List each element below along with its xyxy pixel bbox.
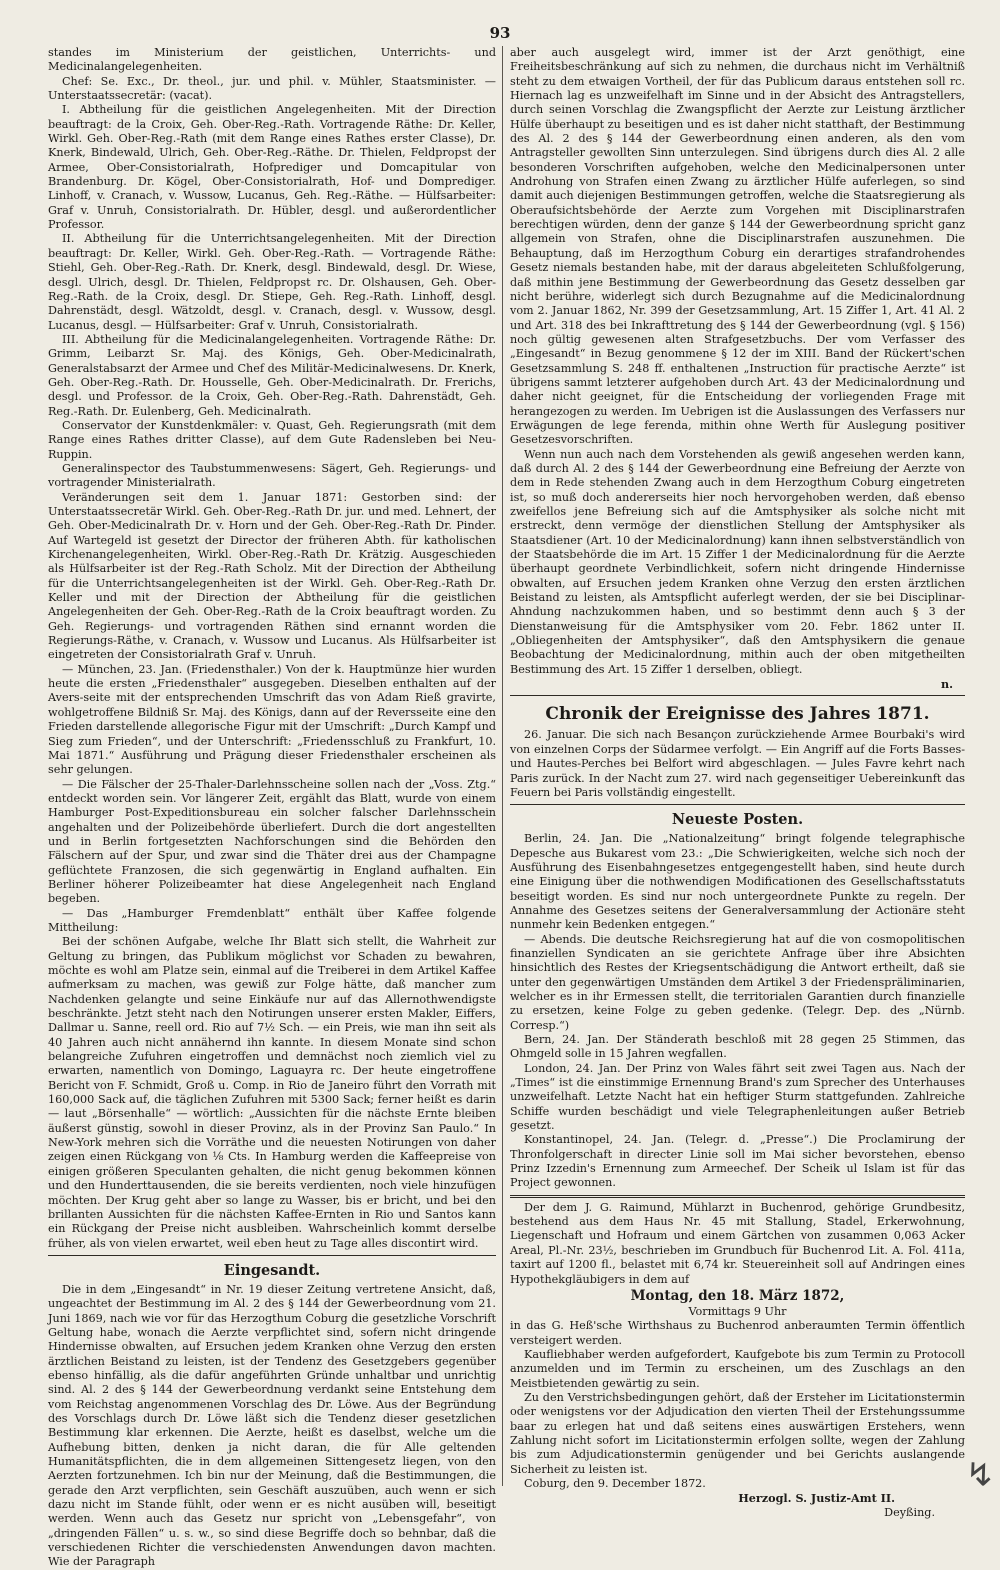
- article-paragraph: — Die Fälscher der 25-Thaler-Darlehnsscheine sollen nach der „Voss. Ztg.“ entdeckt worden sein. Vor längerer Zeit, ergählt das Blatt, wurde von einem Hamburger Post-Expeditionsbureau ein solcher falscher Darlehnsschein angehalten und der Polizeibehörde überliefert. Durch die dort angestellten und in Berlin fortgesetzten Nachforschungen sind die Behörden den Fälschern auf der Spur, und zwar sind die Thäter drei aus der Champagne geflüchtete Franzosen, die sich gegenwärtig in England aufhalten. Ein Berliner höherer Polizeibeamter hat diese Angelegenheit nach England begeben.: [48, 777, 496, 906]
- section-divider: [48, 1255, 496, 1256]
- article-paragraph: III. Abtheilung für die Medicinalangelegenheiten. Vortragende Räthe: Dr. Grimm, Leibarzt Sr. Maj. des Königs, Geh. Ober-Medicinalrath, Generalstabsarzt der Armee und Chef des Militär-Medicinalwesens. Dr. Knerk, Geh. Ober-Reg.-Rath. Dr. Housselle, Geh. Ober-Medicinalrath. Dr. Frerichs, desgl. und Professor. de la Croix, Geh. Ober-Reg.-Rath. Dahrenstädt, Geh. Reg.-Rath. Dr. Eulenberg, Geh. Medicinalrath.: [48, 332, 496, 418]
- section-divider: [510, 804, 965, 805]
- notice-signatory: Deyßing.: [884, 1505, 935, 1519]
- notice-time: Vormittags 9 Uhr: [688, 1304, 787, 1318]
- notice-paragraph: in das G. Heß'sche Wirthshaus zu Buchenrod anberaumten Termin öffentlich versteigert werden.: [510, 1319, 965, 1347]
- article-paragraph: Chef: Se. Exc., Dr. theol., jur. und phil. v. Mühler, Staatsminister. — Unterstaatssecretär: (vacat).: [48, 74, 496, 103]
- right-column: [510, 46, 965, 1519]
- article-paragraph: I. Abtheilung für die geistlichen Angelegenheiten. Mit der Direction beauftragt: de la Croix, Geh. Ober-Reg.-Rath. Vortragende Räthe: Dr. Keller, Wirkl. Geh. Ober-Reg.-Rath (mit dem Range eines Rathes erster Classe), Dr. Knerk, Bindewald, Ulrich, Geh. Ober-Reg.-Räthe. Dr. Thielen, Feldpropst der Armee, Ober-Consistorialrath, Hofprediger und Domcapitular von Brandenburg. Dr. Kögel, Ober-Consistorialrath, Hof- und Domprediger. Linhoff, v. Cranach, v. Wussow, Lucanus, Geh. Reg.-Räthe. — Hülfsarbeiter: Graf v. Unruh, Consistorialrath. Dr. Hübler, desgl. und außerordentlicher Professor.: [48, 103, 496, 232]
- section-divider: [510, 695, 965, 696]
- article-paragraph: Bei der schönen Aufgabe, welche Ihr Blatt sich stellt, die Wahrheit zur Geltung zu bringen, das Publikum möglichst vor Schaden zu bewahren, möchte es wohl am Platze sein, einmal auf die Treiberei in dem Artikel Kaffee aufmerksam zu machen, was gewiß zur Folge hätte, daß mancher zum Nachdenken gelangte und seine Einkäufe nur auf das Allernothwendigste beschränkte. Jetzt steht nach den Notirungen unserer ersten Makler, Eiffers, Dallmar u. Sanne, reell ord. Rio auf 7½ Sch. — ein Preis, wie man ihn seit als 40 Jahren auch nicht annähernd ihn kannte. In diesem Monate sind schon belangreiche Zufuhren eingetroffen und demnächst noch ziemlich viel zu erwarten, namentlich von Domingo, Laguayra rc. Der heute eingetroffene Bericht von F. Schmidt, Groß u. Comp. in Rio de Janeiro führt den Vorrath mit 160,000 Sack auf, die täglichen Zufuhren mit 5300 Sack; ferner heißt es darin — laut „Börsenhalle“ — wörtlich: „Aussichten für die nächste Ernte bleiben äußerst günstig, sowohl in dieser Provinz, als in der Provinz San Paulo.“ In New-York mehren sich die Vorräthe und die neuesten Notirungen von daher zeigen einen Rückgang von ⅛ Cts. In Hamburg werden die Kaffeepreise von einigen größeren Speculanten gehalten, die nicht genug bekommen können und den Hunderttausenden, die sie bereits verdienten, noch viele hinzufügen möchten. Der Krug geht aber so lange zu Wasser, bis er bricht, und bei den brillanten Aussichten für die nächsten Kaffee-Ernten in Rio und Santos kann ein Rückgang der Preise nicht ausbleiben. Wahrscheinlich kommt derselbe früher, als von vielen erwartet, weil eben heut zu Tage alles discontirt wird.: [48, 935, 496, 1250]
- notice-paragraph: Der dem J. G. Raimund, Mühlarzt in Buchenrod, gehörige Grundbesitz, bestehend aus dem Haus Nr. 45 mit Stallung, Stadel, Erkerwohnung, Liegenschaft und Hofraum und einem Gärtchen von zusammen 0,063 Acker Areal, Pl.-Nr. 23½, beschrieben im Grundbuch für Buchenrod Lit. A. Fol. 411a, taxirt auf 1200 fl., belastet mit 6,74 kr. Steuereinheit soll auf Andringen eines Hypothekgläubigers in dem auf: [510, 1200, 965, 1286]
- article-paragraph: Wenn nun auch nach dem Vorstehenden als gewiß angesehen werden kann, daß durch Al. 2 des § 144 der Gewerbeordnung eine Befreiung der Aerzte von dem in Rede stehenden Zwang auch in dem Herzogthum Coburg eingetreten ist, so muß doch andererseits hier noch hervorgehoben werden, daß ebenso zweifellos jene Befreiung sich auf die Amtsphysiker als solche nicht mit erstreckt, denn vermöge der dienstlichen Stellung der Amtsphysiker als Staatsdiener (Art. 10 der Medicinalordnung) kann ihnen selbstverständlich von der Staatsbehörde die im Art. 15 Ziffer 1 der Medicinalordnung für die Aerzte überhaupt geordnete Verbindlichkeit, sofern nicht dringende Hindernisse obwalten, auf Ersuchen jedem Kranken ohne Verzug den ersten ärztlichen Beistand zu leisten, als Amtspflicht auferlegt werden, der sie bei Disciplinar-Ahndung nachzukommen haben, und so bestimmt denn auch § 3 der Dienstanweisung für die Amtsphysiker vom 20. Febr. 1862 unter II. „Obliegenheiten der Amtsphysiker“, daß den Amtsphysikern die genaue Beobachtung der Medicinalordnung, mithin auch der oben mitgetheilten Bestimmung des Art. 15 Ziffer 1 derselben, obliegt.: [510, 447, 965, 676]
- notice-office: Herzogl. S. Justiz-Amt II.: [738, 1491, 895, 1506]
- notice-paragraph: Zu den Verstrichsbedingungen gehört, daß der Ersteher im Licitationstermin oder wenigstens vor der Adjudication den vierten Theil der Erstehungssumme baar zu erlegen hat und daß seitens eines auswärtigen Erstehers, wenn Zahlung nicht sofort im Licitationstermin erfolgen sollte, wegen der Zahlung bis zum Adjudicationstermin genügender und bei Gerichts auslangende Sicherheit zu leisten ist.: [510, 1390, 965, 1476]
- section-heading-chronik: Chronik der Ereignisse des Jahres 1871.: [545, 704, 930, 725]
- section-heading-neueste-posten: Neueste Posten.: [671, 811, 804, 829]
- notice-date: Montag, den 18. März 1872,: [630, 1287, 845, 1304]
- auction-notice: [510, 1201, 965, 1520]
- notice-paragraph: Kaufliebhaber werden aufgefordert, Kaufgebote bis zum Termin zu Protocoll anzumelden und im Termin zu erscheinen, um des Zuschlags an den Meistbietenden gewärtig zu sein.: [510, 1347, 965, 1390]
- article-paragraph: London, 24. Jan. Der Prinz von Wales fährt seit zwei Tagen aus. Nach der „Times“ ist die einstimmige Ernennung Brand's zum Sprecher des Unterhauses unzweifelhaft. Letzte Nacht hat ein heftiger Sturm stattgefunden. Zahlreiche Schiffe wurden beschädigt und viele Telegraphenleitungen außer Betrieb gesetzt.: [510, 1061, 965, 1133]
- notice-place-date: Coburg, den 9. December 1872.: [524, 1476, 706, 1490]
- article-paragraph: Veränderungen seit dem 1. Januar 1871: Gestorben sind: der Unterstaatssecretär Wirkl. Geh. Ober-Reg.-Rath Dr. jur. und med. Lehnert, der Geh. Ober-Medicinalrath Dr. v. Horn und der Geh. Ober-Reg.-Rath Dr. Pinder. Auf Wartegeld ist gesetzt der Director der früheren Abth. für katholischen Kirchenangelegenheiten, Wirkl. Ober-Reg.-Rath Dr. Krätzig. Ausgeschieden als Hülfsarbeiter ist der Reg.-Rath Scholz. Mit der Direction der Abtheilung für die Unterrichtsangelegenheiten ist der Wirkl. Geh. Ober-Reg.-Rath Dr. Keller und mit der Direction der Abtheilung für die geistlichen Angelegenheiten der Geh. Ober-Reg.-Rath de la Croix beauftragt worden. Zu Geh. Regierungs- und vortragenden Räthen sind ernannt worden die Regierungs-Räthe, v. Cranach, v. Wussow und Lucanus. Als Hülfsarbeiter ist eingetreten der Consistorialrath Graf v. Unruh.: [48, 490, 496, 662]
- article-paragraph: Konstantinopel, 24. Jan. (Telegr. d. „Presse“.) Die Proclamirung der Thronfolgerschaft in directer Linie soll im Mai sicher bevorstehen, ebenso Prinz Izzedin's Ernennung zum Armeechef. Der Scheik ul Islam ist für das Project gewonnen.: [510, 1133, 965, 1190]
- article-paragraph: II. Abtheilung für die Unterrichtsangelegenheiten. Mit der Direction beauftragt: Dr. Keller, Wirkl. Geh. Ober-Reg.-Rath. — Vortragende Räthe: Stiehl, Geh. Ober-Reg.-Rath. Dr. Knerk, desgl. Bindewald, desgl. Dr. Wiese, desgl. Ulrich, desgl. Dr. Thielen, Feldpropst rc. Dr. Olshausen, Geh. Ober-Reg.-Rath. de la Croix, desgl. Dr. Stiepe, Geh. Reg.-Rath. Linhoff, desgl. Dahrenstädt, desgl. Wätzoldt, desgl. v. Cranach, desgl. v. Wussow, desgl. Lucanus, desgl. — Hülfsarbeiter: Graf v. Unruh, Consistorialrath.: [48, 232, 496, 332]
- section-heading-eingesandt: Eingesandt.: [223, 1261, 321, 1279]
- article-paragraph: Bern, 24. Jan. Der Ständerath beschloß mit 28 gegen 25 Stimmen, das Ohmgeld solle in 15 Jahren wegfallen.: [510, 1033, 965, 1061]
- article-paragraph: Conservator der Kunstdenkmäler: v. Quast, Geh. Regierungsrath (mit dem Range eines Rathes dritter Classe), auf dem Gute Radensleben bei Neu-Ruppin.: [48, 418, 496, 461]
- article-paragraph: 26. Januar. Die sich nach Besançon zurückziehende Armee Bourbaki's wird von einzelnen Corps der Südarmee verfolgt. — Ein Angriff auf die Forts Basses- und Hautes-Perches bei Belfort wird abgeschlagen. — Jules Favre kehrt nach Paris zurück. In der Nacht zum 27. wird nach gegenseitiger Uebereinkunft das Feuern bei Paris vollständig eingestellt.: [510, 728, 965, 799]
- article-paragraph: standes im Ministerium der geistlichen, Unterrichts- und Medicinalangelegenheiten.: [48, 46, 496, 74]
- article-paragraph: aber auch ausgelegt wird, immer ist der Arzt genöthigt, eine Freiheitsbeschränkung auf sich zu nehmen, die durchaus nicht im Verhältniß steht zu dem etwaigen Vortheil, der für das Publicum daraus entstehen soll rc. Hiernach lag es unzweifelhaft im Sinne und in der Absicht des Antragstellers, durch seinen Vorschlag die Zwangspflicht der Aerzte zur Leistung ärztlicher Hülfe überhaupt zu beseitigen und es ist daher nicht statthaft, der Bestimmung des Al. 2 des § 144 der Gewerbeordnung einen anderen, als den vom Antragsteller gewollten Sinn unterzulegen. Sind übrigens durch dies Al. 2 alle besonderen Vorschriften aufgehoben, welche den Medicinalpersonen unter Androhung von Strafen einen Zwang zu ärztlicher Hülfe auferlegen, so sind damit auch diejenigen Bestimmungen getroffen, welche die Staatsregierung als Oberaufsichtsbehörde der Aerzte zum Vorgehen mit Disciplinarstrafen berechtigen würden, denn der ganze § 144 der Gewerbeordnung spricht ganz allgemein von Strafen, ohne die Disciplinarstrafen auszunehmen. Die Behauptung, daß im Herzogthum Coburg ein derartiges strafandrohendes Gesetz niemals bestanden habe, mit der daraus abgeleiteten Schlußfolgerung, daß mithin jene Bestimmung der Gewerbeordnung das Gesetz desselben gar nicht berühre, widerlegt sich durch Bezugnahme auf die Medicinalordnung vom 2. Januar 1862, Nr. 399 der Gesetzsammlung, Art. 15 Ziffer 1, Art. 41 Al. 2 und Art. 318 des bei Inkrafttretung des § 144 der Gewerbeordnung (vgl. § 156) noch gültig gewesenen alten Strafgesetzbuchs. Der vom Verfasser des „Eingesandt“ in Bezug genommene § 12 der im XIII. Band der Rückert'schen Gesetzsammlung S. 248 ff. enthaltenen „Instruction für practische Aerzte“ ist übrigens sammt letzterer aufgehoben durch Art. 43 der Medicinalordnung und daher nicht geeignet, für die Entscheidung der vorliegenden Frage mit herangezogen zu werden. Im Uebrigen ist die Auslassungen des Verfassers nur Erwägungen de lege ferenda, mithin ohne Werth für Auslegung positiver Gesetzesvorschriften.: [510, 46, 965, 447]
- left-column: [48, 46, 496, 1569]
- handwritten-mark: ↯: [963, 1453, 998, 1497]
- article-signature: n.: [940, 677, 953, 692]
- article-paragraph: — München, 23. Jan. (Friedensthaler.) Von der k. Hauptmünze hier wurden heute die ersten „Friedensthaler“ ausgegeben. Dieselben enthalten auf der Avers-seite mit der entsprechenden Umschrift das von Adam Rieß gravirte, wohlgetroffene Bildniß Sr. Maj. des Königs, dann auf der Reversseite eine den Frieden darstellende allegorische Figur mit der Umschrift: „Durch Kampf und Sieg zum Frieden“, und der Unterschrift: „Friedensschluß zu Frankfurt, 10. Mai 1871.“ Ausführung und Prägung dieser Friedensthaler erscheinen als sehr gelungen.: [48, 662, 496, 777]
- page-number: 93: [489, 24, 511, 42]
- column-rule: [502, 46, 503, 1486]
- article-paragraph: Berlin, 24. Jan. Die „Nationalzeitung“ bringt folgende telegraphische Depesche aus Bukarest vom 23.: „Die Schwierigkeiten, welche sich noch der Ausführung des Eisenbahngesetzes entgegengestellt haben, sind heute durch eine Einigung über die nothwendigen Modificationen des Gesellschaftsstatuts beseitigt worden. Es sind nur noch untergeordnete Punkte zu regeln. Der Annahme des Gesetzes seitens der Generalversammlung der Actionäre steht nunmehr kein Bedenken entgegen.“: [510, 832, 965, 932]
- notice-divider: [510, 1195, 965, 1198]
- article-paragraph: Generalinspector des Taubstummenwesens: Sägert, Geh. Regierungs- und vortragender Ministerialrath.: [48, 461, 496, 490]
- article-paragraph: — Abends. Die deutsche Reichsregierung hat auf die von cosmopolitischen finanziellen Syndicaten an sie gerichtete Anfrage über ihre Absichten hinsichtlich des Restes der Kriegsentschädigung die Antwort ertheilt, daß sie unter den gegenwärtigen Umständen dem Artikel 3 der Friedenspräliminarien, welcher es in ihr Ermessen stellt, die territorialen Garantien durch finanzielle zu ersetzen, keine Folge zu geben gedenke. (Telegr. Dep. des „Nürnb. Corresp.“): [510, 932, 965, 1032]
- article-paragraph: Die in dem „Eingesandt“ in Nr. 19 dieser Zeitung vertretene Ansicht, daß, ungeachtet der Bestimmung im Al. 2 des § 144 der Gewerbeordnung vom 21. Juni 1869, nach wie vor für das Herzogthum Coburg die gesetzliche Vorschrift Geltung habe, wonach die Aerzte verpflichtet sind, sofern nicht dringende Hindernisse obwalten, auf Ersuchen jedem Kranken ohne Verzug den ersten ärztlichen Beistand zu leisten, ist der Tendenz des Gesetzgebers gegenüber ebenso hinfällig, als die dafür angeführten Gründe unhaltbar und unrichtig sind. Al. 2 des § 144 der Gewerbeordnung verdankt seine Entstehung dem vom Reichstag angenommenen Vorschlag des Dr. Löwe. Aus der Begründung des Vorschlags durch Dr. Löwe läßt sich die Tendenz dieser gesetzlichen Bestimmung klar erkennen. Die Aerzte, heißt es daselbst, welche um die Aufhebung bitten, denken ja nicht daran, die für Alle geltenden Humanitätspflichten, die in dem allgemeinen Sittengesetz liegen, von den Aerzten fortzunehmen. Ich bin nur der Meinung, daß die Bestimmungen, die gerade den Arzt verpflichten, sein Geschäft auszuüben, auch wenn er sich dazu nicht im Stande fühlt, oder wenn er es nicht ausüben will, beseitigt werden. Wenn auch das Gesetz nur spricht von „Lebensgefahr“, von „dringenden Fällen“ u. s. w., so sind diese Begriffe doch so behnbar, daß die verschiedenen Richter die verschiedensten Anwendungen davon machten. Wie der Paragraph: [48, 1282, 496, 1569]
- article-paragraph: — Das „Hamburger Fremdenblatt“ enthält über Kaffee folgende Mittheilung:: [48, 906, 496, 934]
